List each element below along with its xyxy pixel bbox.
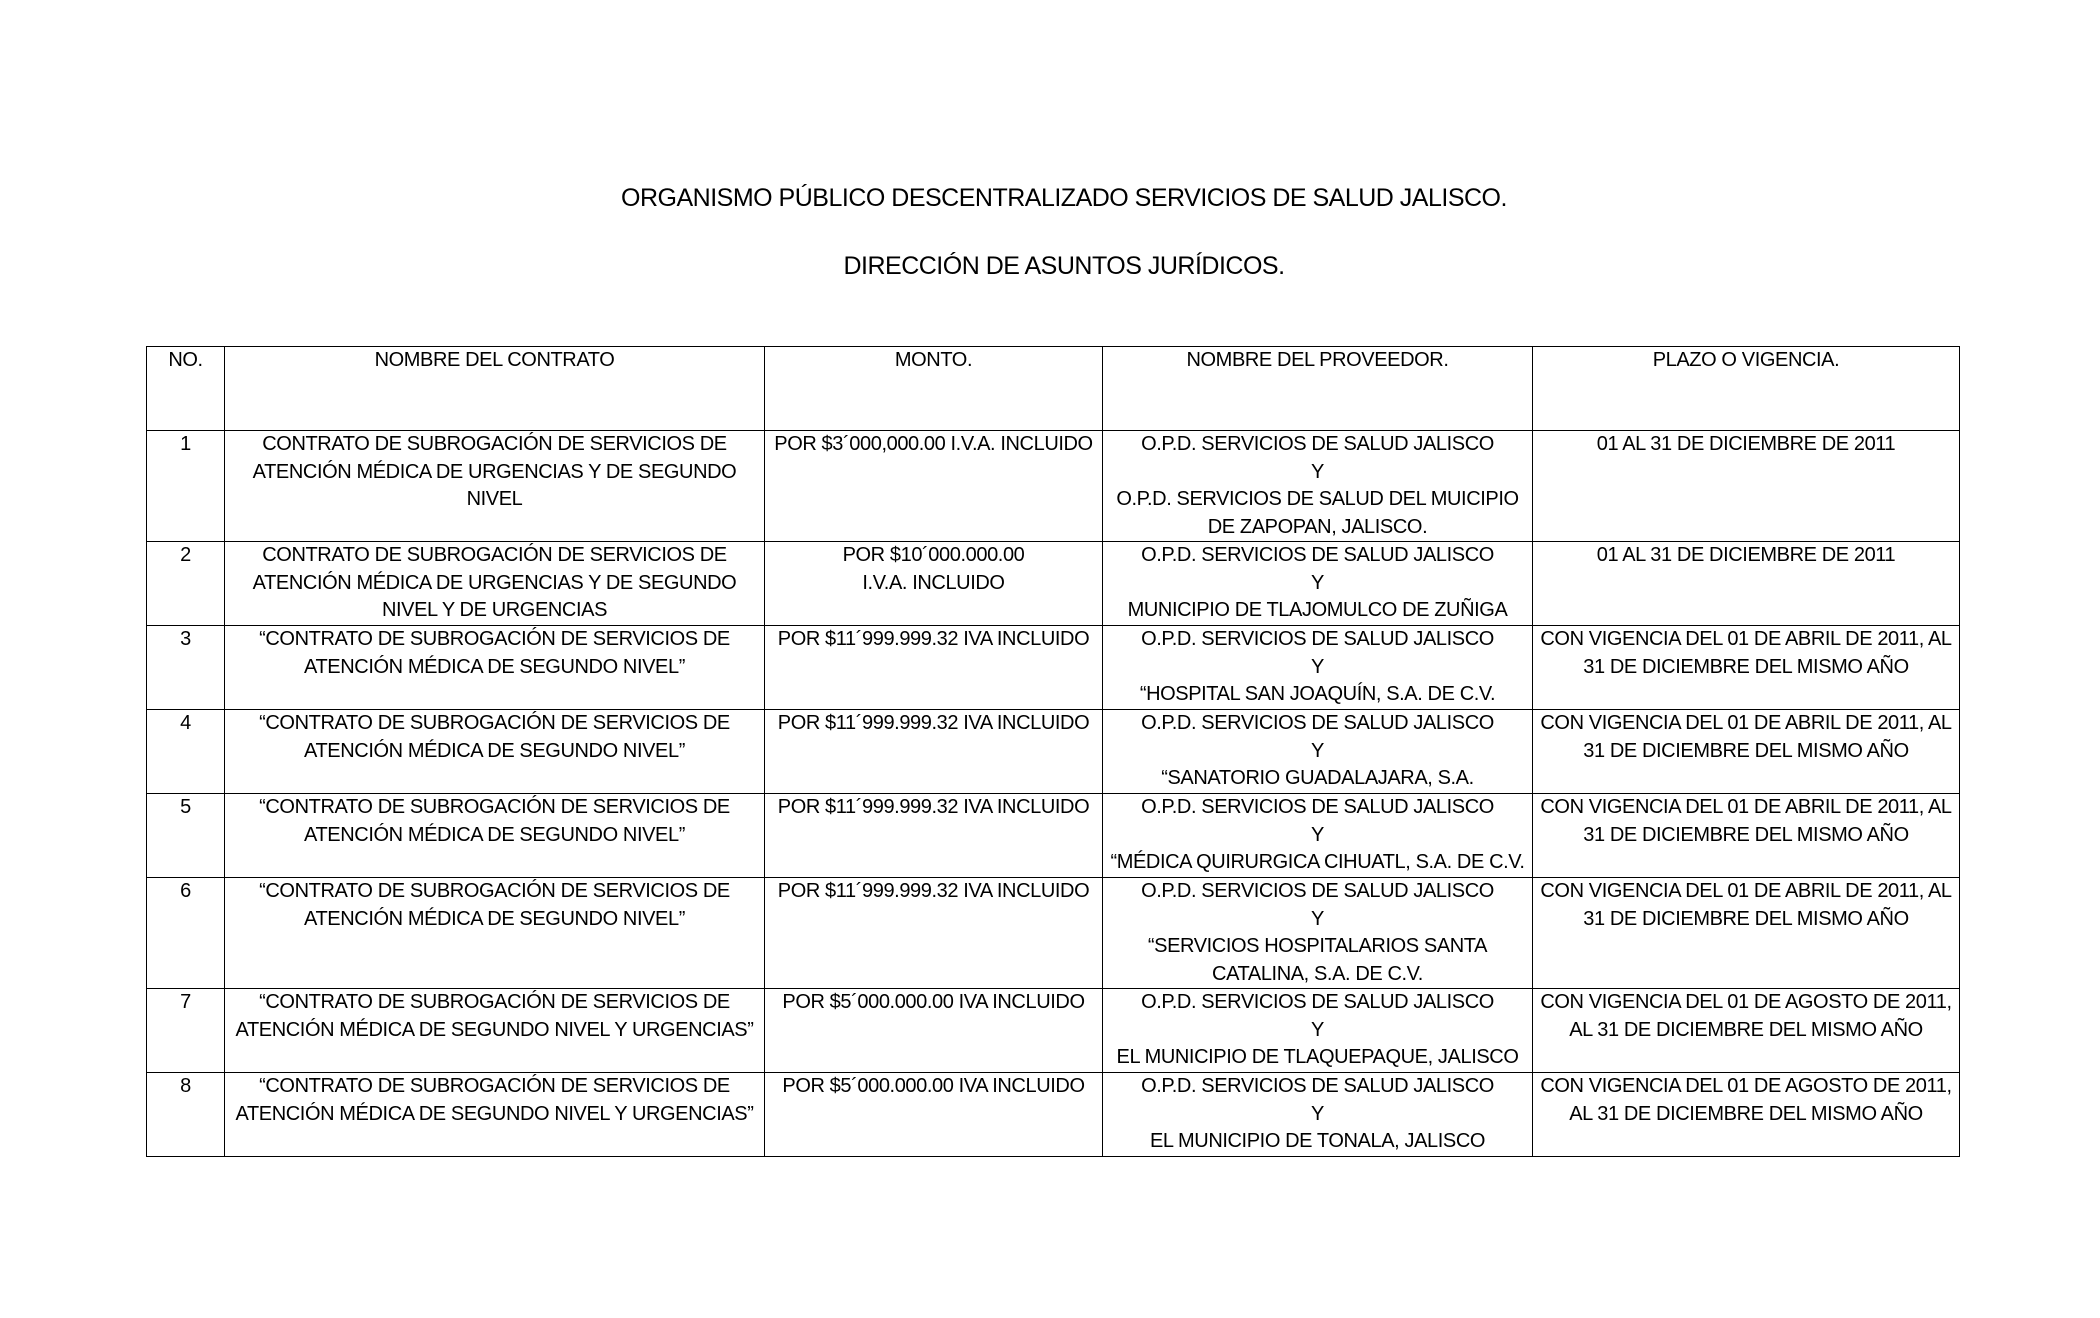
contract-name-line: ATENCIÓN MÉDICA DE URGENCIAS Y DE SEGUNDO: [252, 571, 737, 594]
column-header-term: PLAZO O VIGENCIA.: [1533, 347, 1960, 431]
contract-name-line: “CONTRATO DE SUBROGACIÓN DE SERVICIOS DE: [259, 880, 730, 902]
provider-line: Y: [1311, 907, 1324, 930]
contract-name-line: ATENCIÓN MÉDICA DE SEGUNDO NIVEL”: [304, 739, 685, 762]
provider-line: “SANATORIO GUADALAJARA, S.A.: [1161, 767, 1474, 789]
amount-cell: [765, 878, 1103, 989]
contract-name-line: ATENCIÓN MÉDICA DE URGENCIAS Y DE SEGUNDO: [252, 460, 737, 483]
provider-line: “MÉDICA QUIRURGICA CIHUATL, S.A. DE C.V.: [1110, 851, 1525, 873]
contract-name-cell: [225, 1073, 765, 1157]
contract-name-line: ATENCIÓN MÉDICA DE SEGUNDO NIVEL”: [304, 907, 685, 930]
amount-cell: [765, 626, 1103, 710]
term-line: AL 31 DE DICIEMBRE DEL MISMO AÑO: [1569, 1018, 1923, 1041]
term-line: 01 AL 31 DE DICIEMBRE DE 2011: [1596, 544, 1896, 566]
term-line: CON VIGENCIA DEL 01 DE AGOSTO DE 2011,: [1540, 1075, 1952, 1097]
amount-line: POR $11´999.999.32 IVA INCLUIDO: [777, 712, 1090, 734]
provider-line: Y: [1311, 571, 1324, 594]
row-number: 5: [147, 794, 225, 878]
term-line: AL 31 DE DICIEMBRE DEL MISMO AÑO: [1569, 1102, 1923, 1125]
provider-line: EL MUNICIPIO DE TONALA, JALISCO: [1149, 1130, 1486, 1152]
term-cell: [1533, 626, 1960, 710]
contract-name-cell: [225, 878, 765, 989]
contract-name-line: “CONTRATO DE SUBROGACIÓN DE SERVICIOS DE: [259, 796, 730, 818]
contract-name-line: CONTRATO DE SUBROGACIÓN DE SERVICIOS DE: [262, 544, 727, 566]
term-line: CON VIGENCIA DEL 01 DE AGOSTO DE 2011,: [1540, 991, 1952, 1013]
amount-line: POR $11´999.999.32 IVA INCLUIDO: [777, 796, 1090, 818]
table-row: [147, 431, 1960, 542]
provider-line: O.P.D. SERVICIOS DE SALUD JALISCO: [1141, 544, 1494, 566]
term-cell: [1533, 431, 1960, 542]
table-row: [147, 989, 1960, 1073]
provider-line: O.P.D. SERVICIOS DE SALUD JALISCO: [1141, 880, 1494, 902]
term-line: CON VIGENCIA DEL 01 DE ABRIL DE 2011, AL: [1540, 796, 1952, 818]
term-cell: [1533, 710, 1960, 794]
row-number: 6: [147, 878, 225, 989]
contract-name-cell: [225, 794, 765, 878]
table-row: [147, 710, 1960, 794]
amount-line: POR $5´000.000.00 IVA INCLUIDO: [782, 991, 1085, 1013]
provider-cell: [1103, 794, 1533, 878]
contract-name-line: “CONTRATO DE SUBROGACIÓN DE SERVICIOS DE: [259, 1075, 730, 1097]
amount-line: POR $10´000.000.00: [842, 544, 1025, 566]
term-line: 31 DE DICIEMBRE DEL MISMO AÑO: [1583, 907, 1909, 930]
department-title: DIRECCIÓN DE ASUNTOS JURÍDICOS.: [843, 252, 1285, 280]
contract-name-line: NIVEL Y DE URGENCIAS: [381, 599, 608, 621]
row-number: 7: [147, 989, 225, 1073]
provider-line: CATALINA, S.A. DE C.V.: [1212, 962, 1423, 985]
contract-name-line: ATENCIÓN MÉDICA DE SEGUNDO NIVEL Y URGENCIAS”: [235, 1102, 754, 1125]
contract-name-cell: [225, 710, 765, 794]
provider-line: Y: [1311, 460, 1324, 483]
provider-line: O.P.D. SERVICIOS DE SALUD JALISCO: [1141, 433, 1494, 455]
provider-cell: [1103, 989, 1533, 1073]
contract-name-line: “CONTRATO DE SUBROGACIÓN DE SERVICIOS DE: [259, 991, 730, 1013]
provider-cell: [1103, 710, 1533, 794]
amount-line: POR $3´000,000.00 I.V.A. INCLUIDO: [774, 433, 1093, 455]
amount-line: I.V.A. INCLUIDO: [862, 571, 1005, 594]
provider-line: O.P.D. SERVICIOS DE SALUD JALISCO: [1141, 712, 1494, 734]
amount-cell: [765, 431, 1103, 542]
contract-name-line: ATENCIÓN MÉDICA DE SEGUNDO NIVEL”: [304, 823, 685, 846]
table-row: [147, 878, 1960, 989]
provider-line: Y: [1311, 1102, 1324, 1125]
row-number: 3: [147, 626, 225, 710]
provider-cell: [1103, 626, 1533, 710]
contract-name-cell: [225, 626, 765, 710]
term-cell: [1533, 878, 1960, 989]
provider-line: O.P.D. SERVICIOS DE SALUD JALISCO: [1141, 991, 1494, 1013]
term-cell: [1533, 1073, 1960, 1157]
column-header-amount: MONTO.: [765, 347, 1103, 431]
amount-line: POR $5´000.000.00 IVA INCLUIDO: [782, 1075, 1085, 1097]
amount-cell: [765, 989, 1103, 1073]
term-cell: [1533, 542, 1960, 626]
term-line: CON VIGENCIA DEL 01 DE ABRIL DE 2011, AL: [1540, 628, 1952, 650]
table-row: [147, 542, 1960, 626]
contract-name-line: CONTRATO DE SUBROGACIÓN DE SERVICIOS DE: [262, 433, 727, 455]
term-cell: [1533, 794, 1960, 878]
contract-name-line: NIVEL: [466, 488, 523, 510]
provider-line: O.P.D. SERVICIOS DE SALUD JALISCO: [1141, 628, 1494, 650]
provider-cell: [1103, 431, 1533, 542]
contract-name-line: “CONTRATO DE SUBROGACIÓN DE SERVICIOS DE: [259, 712, 730, 734]
amount-cell: [765, 710, 1103, 794]
table-row: [147, 794, 1960, 878]
provider-line: Y: [1311, 1018, 1324, 1041]
table-row: [147, 626, 1960, 710]
amount-line: POR $11´999.999.32 IVA INCLUIDO: [777, 880, 1090, 902]
contract-name-cell: [225, 542, 765, 626]
term-line: 31 DE DICIEMBRE DEL MISMO AÑO: [1583, 739, 1909, 762]
row-number: 4: [147, 710, 225, 794]
contracts-table: [146, 346, 1960, 1157]
table-header-row: [147, 347, 1960, 431]
provider-line: “SERVICIOS HOSPITALARIOS SANTA: [1147, 935, 1488, 957]
provider-cell: [1103, 1073, 1533, 1157]
contract-name-line: ATENCIÓN MÉDICA DE SEGUNDO NIVEL”: [304, 655, 685, 678]
provider-line: EL MUNICIPIO DE TLAQUEPAQUE, JALISCO: [1116, 1046, 1519, 1068]
provider-line: Y: [1311, 823, 1324, 846]
amount-line: POR $11´999.999.32 IVA INCLUIDO: [777, 628, 1090, 650]
contract-name-line: ATENCIÓN MÉDICA DE SEGUNDO NIVEL Y URGENCIAS”: [235, 1018, 754, 1041]
term-cell: [1533, 989, 1960, 1073]
term-line: CON VIGENCIA DEL 01 DE ABRIL DE 2011, AL: [1540, 880, 1952, 902]
column-header-provider: NOMBRE DEL PROVEEDOR.: [1103, 347, 1533, 431]
provider-line: MUNICIPIO DE TLAJOMULCO DE ZUÑIGA: [1127, 599, 1508, 621]
provider-line: O.P.D. SERVICIOS DE SALUD DEL MUICIPIO: [1116, 488, 1519, 510]
term-line: CON VIGENCIA DEL 01 DE ABRIL DE 2011, AL: [1540, 712, 1952, 734]
provider-line: Y: [1311, 655, 1324, 678]
row-number: 2: [147, 542, 225, 626]
term-line: 31 DE DICIEMBRE DEL MISMO AÑO: [1583, 823, 1909, 846]
provider-line: O.P.D. SERVICIOS DE SALUD JALISCO: [1141, 796, 1494, 818]
term-line: 01 AL 31 DE DICIEMBRE DE 2011: [1596, 433, 1896, 455]
amount-cell: [765, 1073, 1103, 1157]
provider-cell: [1103, 878, 1533, 989]
contract-name-cell: [225, 989, 765, 1073]
row-number: 8: [147, 1073, 225, 1157]
term-line: 31 DE DICIEMBRE DEL MISMO AÑO: [1583, 655, 1909, 678]
contract-name-cell: [225, 431, 765, 542]
provider-line: “HOSPITAL SAN JOAQUÍN, S.A. DE C.V.: [1139, 683, 1496, 705]
amount-cell: [765, 542, 1103, 626]
provider-line: DE ZAPOPAN, JALISCO.: [1207, 515, 1428, 538]
column-header-contract: NOMBRE DEL CONTRATO: [225, 347, 765, 431]
provider-line: O.P.D. SERVICIOS DE SALUD JALISCO: [1141, 1075, 1494, 1097]
provider-line: Y: [1311, 739, 1324, 762]
contract-name-line: “CONTRATO DE SUBROGACIÓN DE SERVICIOS DE: [259, 628, 730, 650]
amount-cell: [765, 794, 1103, 878]
row-number: 1: [147, 431, 225, 542]
provider-cell: [1103, 542, 1533, 626]
table-row: [147, 1073, 1960, 1157]
organization-title: ORGANISMO PÚBLICO DESCENTRALIZADO SERVICIOS DE SALUD JALISCO.: [621, 184, 1507, 212]
column-header-no: NO.: [147, 347, 225, 431]
